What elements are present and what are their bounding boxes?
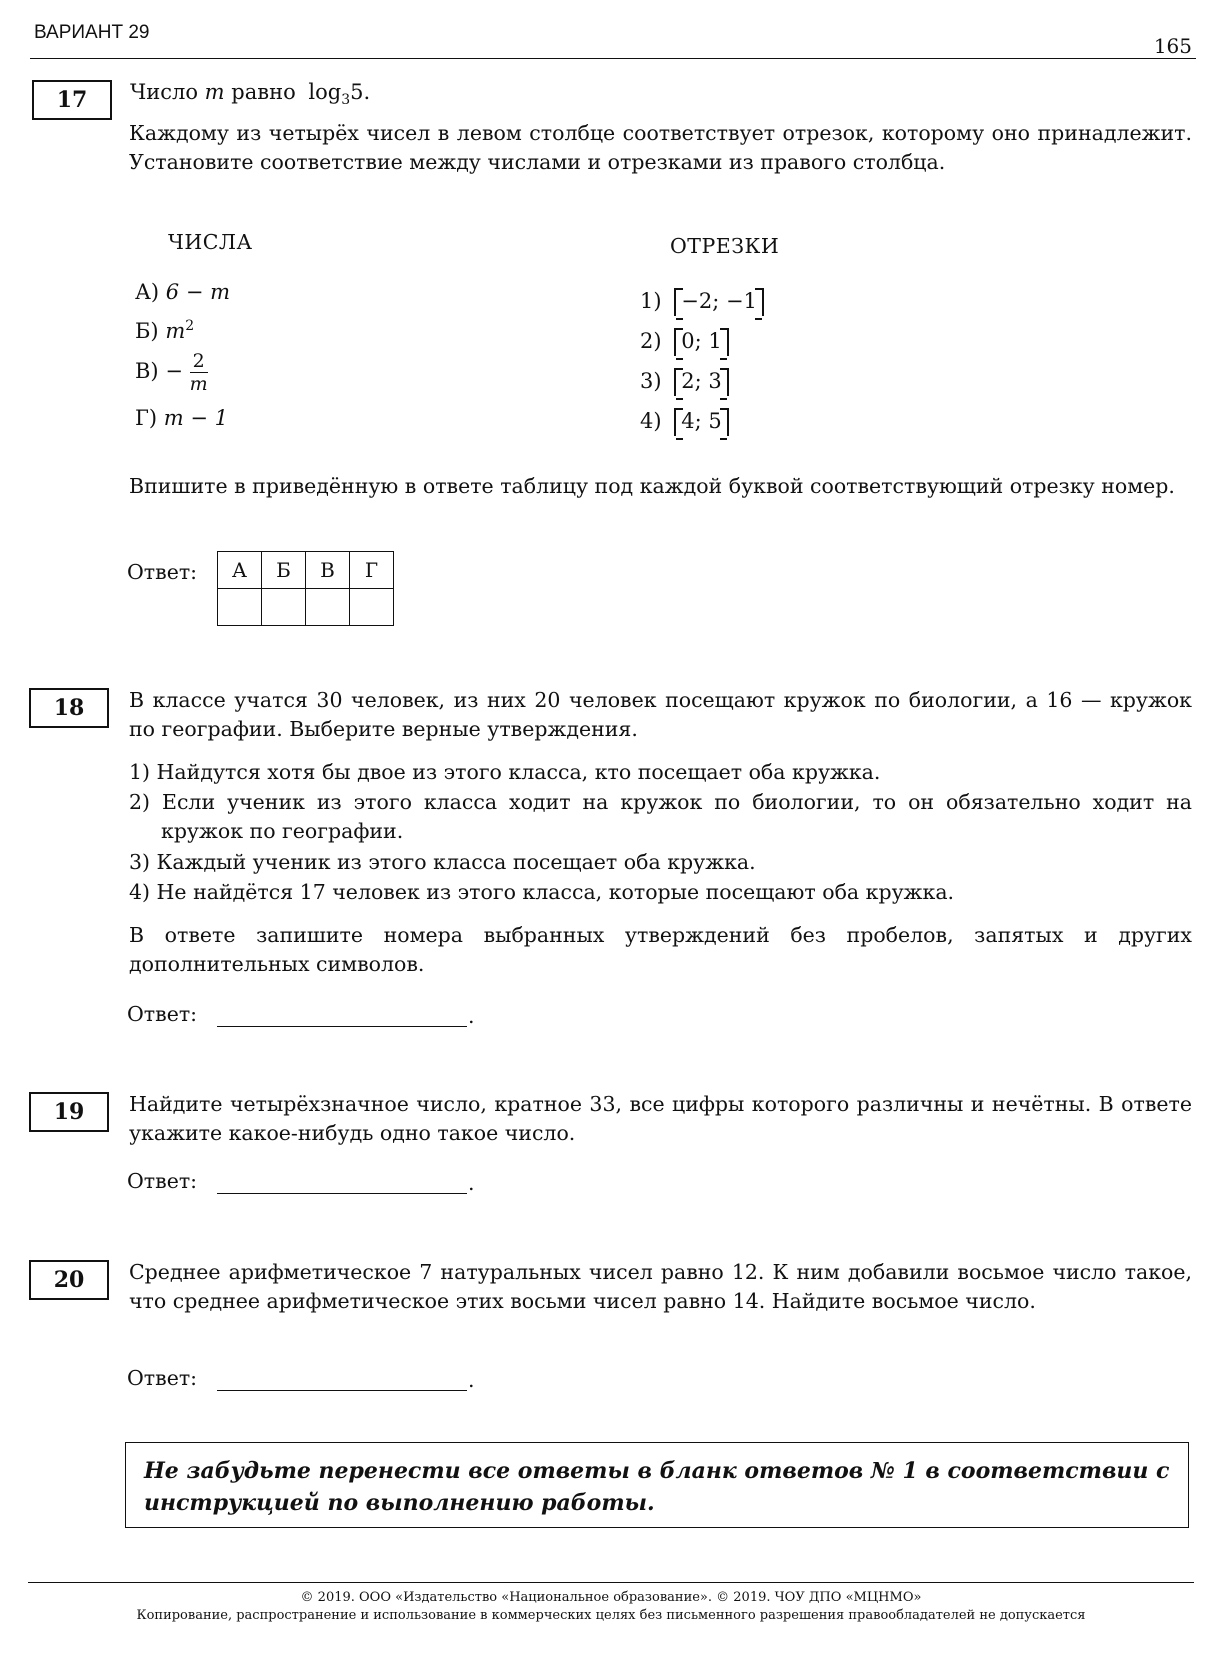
number-option-d: Г) m − 1 <box>135 406 229 430</box>
task-19-answer-field[interactable] <box>217 1193 467 1194</box>
task-17-number: 17 <box>32 80 112 120</box>
answer-cell-v[interactable] <box>306 589 350 626</box>
task-18-instruction: В ответе запишите номера выбранных утверждений без пробелов, запятых и других дополнительных символов. <box>129 923 1192 976</box>
task-18-statement-2: 2) Если ученик из этого класса ходит на кружок по биологии, то он обязательно ходит на кружок по географии. <box>129 790 1192 843</box>
task-20-answer-field[interactable] <box>217 1390 467 1391</box>
task-18-number: 18 <box>29 688 109 728</box>
answer-cell-g[interactable] <box>350 589 394 626</box>
task-18-statement-4: 4) Не найдётся 17 человек из этого класса, которые посещают оба кружка. <box>129 880 955 904</box>
footer-license: Копирование, распространение и использование в коммерческих целях без письменного разрешения правообладателей не допускается <box>136 1608 1086 1623</box>
number-option-b: Б) $m^2$ <box>135 318 195 343</box>
task-17-text: Каждому из четырёх чисел в левом столбце соответствует отрезок, которому оно принадлежит. Установите соответствие между числами и отрезками из правого столбца. <box>129 121 1192 174</box>
task-19-number: 19 <box>29 1092 109 1132</box>
answer-cell-a[interactable] <box>218 589 262 626</box>
segment-option-2: 2) 0; 1 <box>640 328 729 356</box>
variant-title: ВАРИАНТ 29 <box>34 22 150 43</box>
task-17-instruction: Впишите в приведённую в ответе таблицу под каждой буквой соответствующий отрезку номер. <box>129 474 1175 498</box>
answer-header-v: В <box>306 552 350 589</box>
answer-cell-b[interactable] <box>262 589 306 626</box>
task-18-text: В классе учатся 30 человек, из них 20 человек посещают кружок по биологии, а 16 — кружок по географии. Выберите верные утверждения. <box>129 688 1192 741</box>
segment-option-1: 1) −2; −1 <box>640 288 764 316</box>
task-17-answer-label: Ответ: <box>127 560 198 584</box>
footer-divider <box>28 1582 1194 1583</box>
task-18-statement-3: 3) Каждый ученик из этого класса посещает оба кружка. <box>129 850 756 874</box>
task-17-answer-table <box>217 551 394 626</box>
page-number: 165 <box>1153 34 1192 58</box>
fraction: $\frac{2}{m}$ <box>189 350 208 395</box>
task-18-answer-field[interactable] <box>217 1026 467 1027</box>
task-20-answer-label: Ответ: <box>127 1366 198 1390</box>
number-option-c: В) − $\frac{2}{m}$ <box>135 350 208 395</box>
reminder-note: Не забудьте перенести все ответы в бланк ответов № 1 в соответствии с инструкцией по выполнению работы. <box>125 1442 1189 1528</box>
segments-column-header: ОТРЕЗКИ <box>670 234 780 258</box>
task-20-number: 20 <box>29 1260 109 1300</box>
header-divider <box>30 58 1196 59</box>
task-20-text: Среднее арифметическое 7 натуральных чисел равно 12. К ним добавили восьмое число такое, что среднее арифметическое этих восьми чисел равно 14. Найдите восьмое число. <box>129 1260 1192 1313</box>
footer-copyright: © 2019. ООО «Издательство «Национальное образование». © 2019. ЧОУ ДПО «МЦНМО» <box>300 1590 922 1605</box>
task-17-intro: Число m равно $\log_35$. <box>130 80 371 109</box>
answer-period: . <box>468 1171 475 1195</box>
answer-period: . <box>468 1368 475 1392</box>
task-19-answer-label: Ответ: <box>127 1169 198 1193</box>
segment-option-4: 4) 4; 5 <box>640 408 729 436</box>
numbers-column-header: ЧИСЛА <box>168 230 253 254</box>
task-18-answer-label: Ответ: <box>127 1002 198 1026</box>
answer-period: . <box>468 1004 475 1028</box>
task-18-statement-1: 1) Найдутся хотя бы двое из этого класса, кто посещает оба кружка. <box>129 760 881 784</box>
task-19-text: Найдите четырёхзначное число, кратное 33, все цифры которого различны и нечётны. В ответе укажите какое-нибудь одно такое число. <box>129 1092 1192 1145</box>
answer-header-a: А <box>218 552 262 589</box>
number-option-a: А) 6 − m <box>135 280 231 304</box>
segment-option-3: 3) 2; 3 <box>640 368 729 396</box>
answer-header-b: Б <box>262 552 306 589</box>
answer-header-g: Г <box>350 552 394 589</box>
